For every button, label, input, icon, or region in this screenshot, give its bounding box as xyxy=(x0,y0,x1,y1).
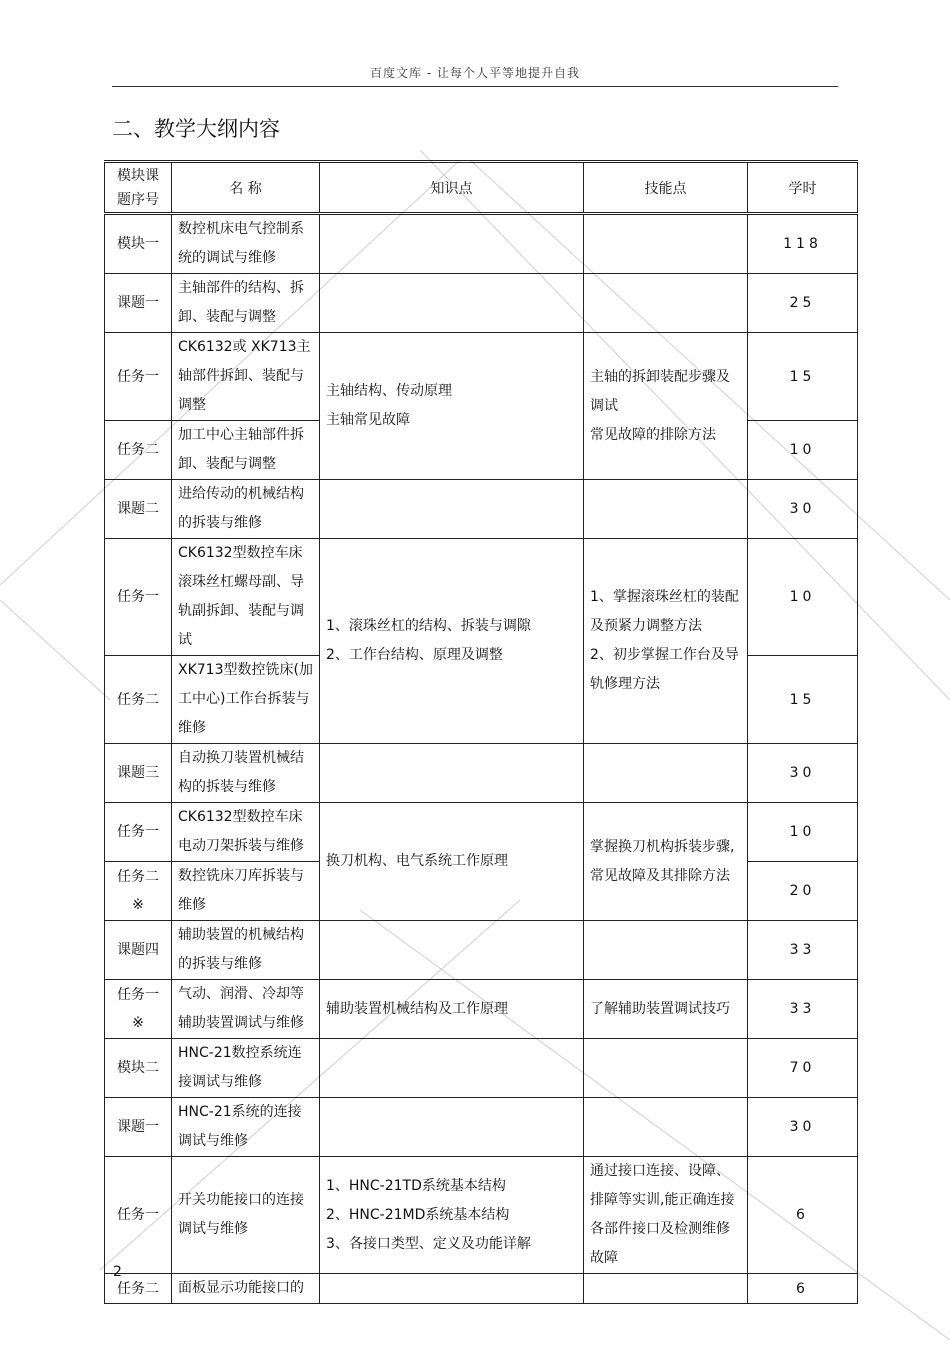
row-id: 任务二 xyxy=(105,656,172,744)
row-id: 任务一 ※ xyxy=(105,980,172,1039)
row-id: 任务二 ※ xyxy=(105,862,172,921)
row-skill xyxy=(584,274,748,333)
row-knowledge xyxy=(320,1039,584,1098)
row-hours: 15 xyxy=(748,656,858,744)
table-row xyxy=(105,803,858,862)
row-name: CK6132型数控车床电动刀架拆装与维修 xyxy=(172,803,320,862)
col-header-knowledge: 知识点 xyxy=(320,162,584,214)
row-knowledge xyxy=(320,214,584,274)
row-name: 主轴部件的结构、拆卸、装配与调整 xyxy=(172,274,320,333)
row-hours: 6 xyxy=(748,1274,858,1304)
row-hours: 30 xyxy=(748,480,858,539)
row-hours: 118 xyxy=(748,214,858,274)
col-header-id: 模块课题序号 xyxy=(105,162,172,214)
row-skill xyxy=(584,921,748,980)
row-knowledge xyxy=(320,1274,584,1304)
row-knowledge xyxy=(320,480,584,539)
row-skill xyxy=(584,744,748,803)
page-number: 2 xyxy=(113,1264,122,1280)
row-knowledge: 辅助装置机械结构及工作原理 xyxy=(320,980,584,1039)
row-hours: 15 xyxy=(748,333,858,421)
row-name: 辅助装置的机械结构的拆装与维修 xyxy=(172,921,320,980)
row-name: 数控铣床刀库拆装与维修 xyxy=(172,862,320,921)
table-row xyxy=(105,1274,858,1304)
table-row xyxy=(105,1157,858,1274)
table-row xyxy=(105,214,858,274)
row-name: 自动换刀装置机械结构的拆装与维修 xyxy=(172,744,320,803)
row-name: 数控机床电气控制系统的调试与维修 xyxy=(172,214,320,274)
row-id: 任务一 xyxy=(105,803,172,862)
row-name: 气动、润滑、冷却等辅助装置调试与维修 xyxy=(172,980,320,1039)
row-knowledge xyxy=(320,274,584,333)
row-name: 开关功能接口的连接调试与维修 xyxy=(172,1157,320,1274)
table-row xyxy=(105,921,858,980)
row-name: XK713型数控铣床(加工中心)工作台拆装与维修 xyxy=(172,656,320,744)
row-skill xyxy=(584,1039,748,1098)
row-name: HNC-21系统的连接调试与维修 xyxy=(172,1098,320,1157)
table-row xyxy=(105,1039,858,1098)
row-skill xyxy=(584,1274,748,1304)
row-hours: 10 xyxy=(748,803,858,862)
table-row xyxy=(105,333,858,421)
row-id: 课题四 xyxy=(105,921,172,980)
row-skill: 1、掌握滚珠丝杠的装配及预紧力调整方法 2、初步掌握工作台及导轨修理方法 xyxy=(584,539,748,744)
col-header-skill: 技能点 xyxy=(584,162,748,214)
row-knowledge xyxy=(320,1098,584,1157)
row-name: CK6132型数控车床滚珠丝杠螺母副、导轨副拆卸、装配与调试 xyxy=(172,539,320,656)
row-hours: 20 xyxy=(748,862,858,921)
row-id: 课题一 xyxy=(105,1098,172,1157)
section-title: 二、教学大纲内容 xyxy=(112,117,280,141)
table-row xyxy=(105,980,858,1039)
row-hours: 33 xyxy=(748,980,858,1039)
row-knowledge: 换刀机构、电气系统工作原理 xyxy=(320,803,584,921)
row-id: 课题二 xyxy=(105,480,172,539)
table-header-row xyxy=(105,162,858,214)
row-hours: 70 xyxy=(748,1039,858,1098)
row-skill: 掌握换刀机构拆装步骤,常见故障及其排除方法 xyxy=(584,803,748,921)
syllabus-table xyxy=(104,160,858,1304)
row-hours: 25 xyxy=(748,274,858,333)
row-hours: 30 xyxy=(748,744,858,803)
row-knowledge: 1、滚珠丝杠的结构、拆装与调隙 2、工作台结构、原理及调整 xyxy=(320,539,584,744)
row-knowledge xyxy=(320,744,584,803)
table-row xyxy=(105,539,858,656)
table-row xyxy=(105,1098,858,1157)
row-hours: 30 xyxy=(748,1098,858,1157)
row-skill: 主轴的拆卸装配步骤及调试 常见故障的排除方法 xyxy=(584,333,748,480)
row-name: 进给传动的机械结构的拆装与维修 xyxy=(172,480,320,539)
table-row xyxy=(105,274,858,333)
row-skill xyxy=(584,1098,748,1157)
row-skill: 通过接口连接、设障、排障等实训,能正确连接各部件接口及检测维修故障 xyxy=(584,1157,748,1274)
header-rule xyxy=(112,86,838,87)
row-id: 任务一 xyxy=(105,1157,172,1274)
row-knowledge xyxy=(320,921,584,980)
row-id: 课题三 xyxy=(105,744,172,803)
row-skill xyxy=(584,214,748,274)
page-header: 百度文库 - 让每个人平等地提升自我 xyxy=(370,66,580,80)
row-id: 任务一 xyxy=(105,333,172,421)
row-id: 任务二 xyxy=(105,1274,172,1304)
table-row xyxy=(105,744,858,803)
row-knowledge: 1、HNC-21TD系统基本结构 2、HNC-21MD系统基本结构 3、各接口类型、定义及功能详解 xyxy=(320,1157,584,1274)
row-name: HNC-21数控系统连接调试与维修 xyxy=(172,1039,320,1098)
row-skill: 了解辅助装置调试技巧 xyxy=(584,980,748,1039)
row-hours: 10 xyxy=(748,421,858,480)
row-id: 课题一 xyxy=(105,274,172,333)
row-name: CK6132或 XK713主轴部件拆卸、装配与调整 xyxy=(172,333,320,421)
row-name: 面板显示功能接口的 xyxy=(172,1274,320,1304)
table-row xyxy=(105,480,858,539)
row-knowledge: 主轴结构、传动原理 主轴常见故障 xyxy=(320,333,584,480)
row-id: 模块一 xyxy=(105,214,172,274)
row-id: 任务二 xyxy=(105,421,172,480)
row-id: 任务一 xyxy=(105,539,172,656)
row-hours: 10 xyxy=(748,539,858,656)
row-hours: 6 xyxy=(748,1157,858,1274)
row-skill xyxy=(584,480,748,539)
row-hours: 33 xyxy=(748,921,858,980)
col-header-hours: 学时 xyxy=(748,162,858,214)
row-name: 加工中心主轴部件拆卸、装配与调整 xyxy=(172,421,320,480)
col-header-name: 名 称 xyxy=(172,162,320,214)
row-id: 模块二 xyxy=(105,1039,172,1098)
